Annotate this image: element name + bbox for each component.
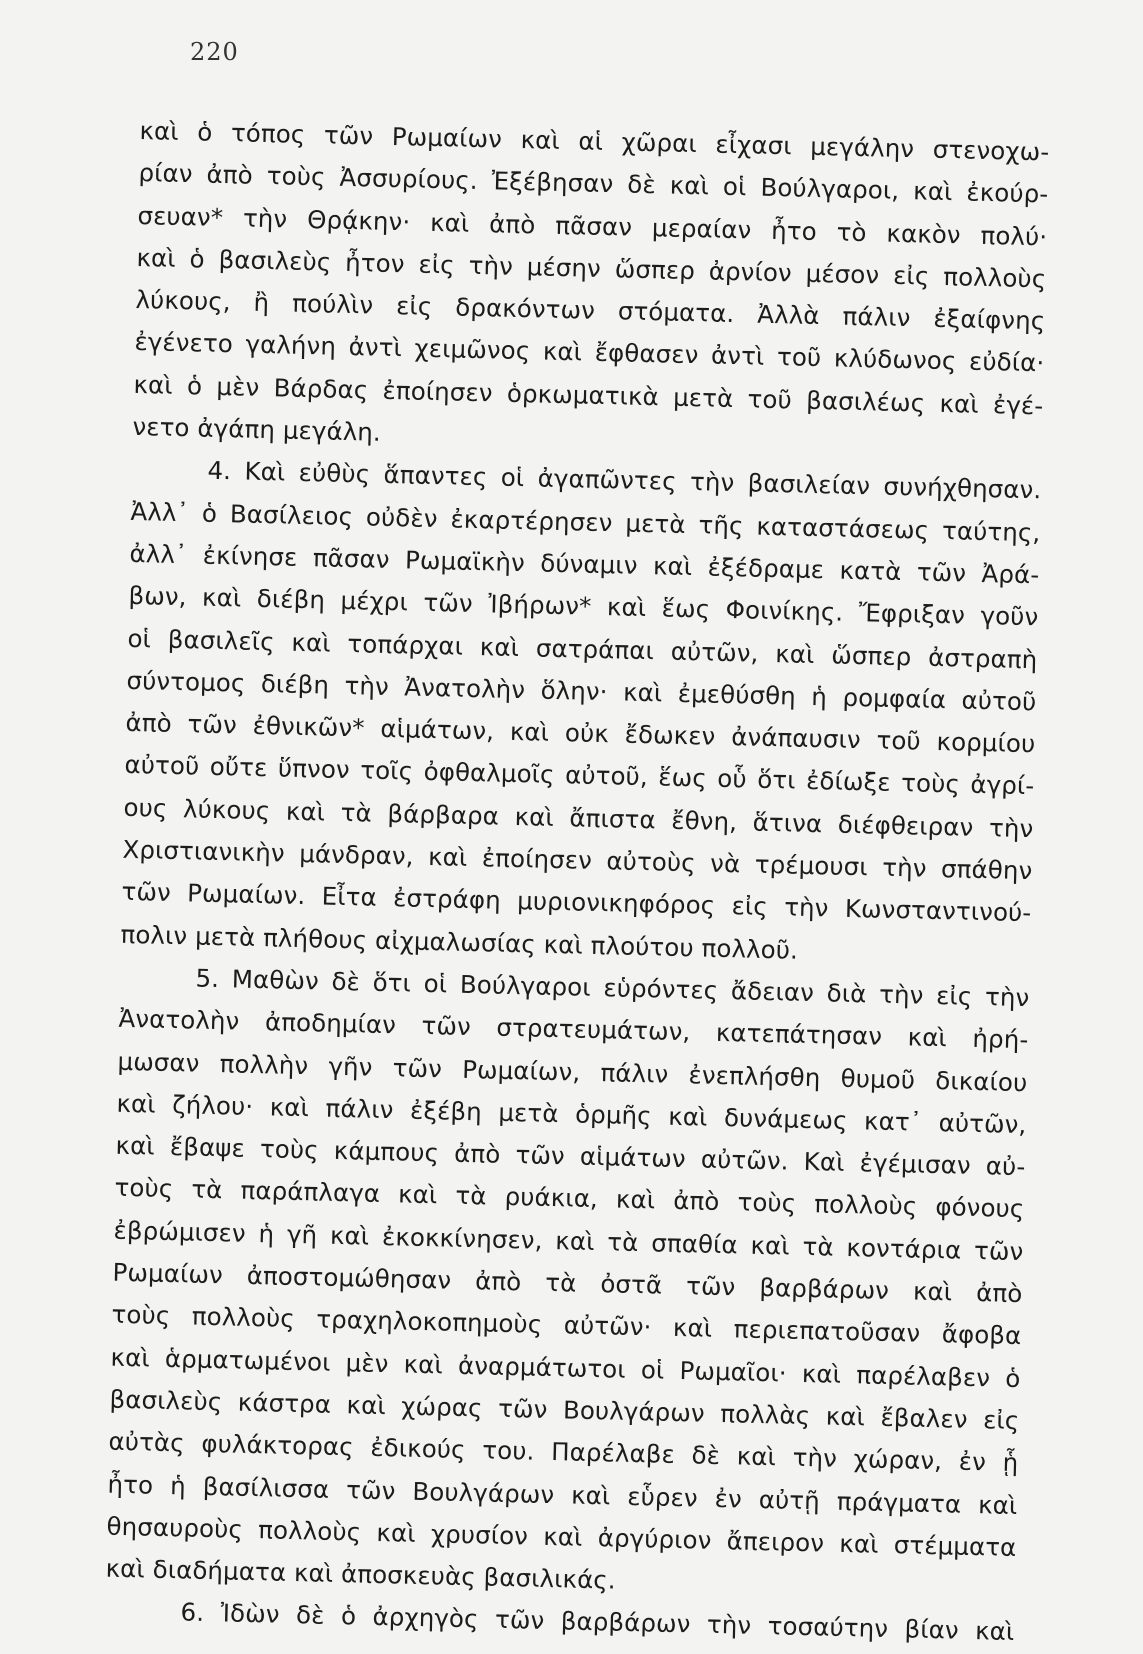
text-line: ἀλλ᾽ ἐκίνησε πᾶσαν Ρωμαϊκὴν δύναμιν καὶ ἐξέδραμε κατὰ τῶν Ἀρά-: [129, 538, 1040, 590]
text-line: ρίαν ἀπὸ τοὺς Ἀσσυρίους. Ἐξέβησαν δὲ καὶ οἱ Βούλγαροι, καὶ ἐκούρ-: [138, 158, 1049, 209]
text-line: αὐτοῦ οὔτε ὕπνον τοῖς ὀφθαλμοῖς αὐτοῦ, ἕως οὗ ὅτι ἐδίωξε τοὺς ἀγρί-: [124, 750, 1035, 801]
text-line: ἐγένετο γαλήνη ἀντὶ χειμῶνος καὶ ἔφθασεν ἀντὶ τοῦ κλύδωνος εὐδία·: [134, 327, 1045, 378]
text-line: 4. Καὶ εὐθὺς ἅπαντες οἱ ἀγαπῶντες τὴν βασιλείαν συνήχθησαν.: [207, 456, 1042, 505]
text-line: Ἀλλ᾽ ὁ Βασίλειος οὐδὲν ἐκαρτέρησεν μετὰ τῆς καταστάσεως ταύτης,: [130, 496, 1041, 547]
text-line: 6. Ἰδὼν δὲ ὁ ἀρχηγὸς τῶν βαρβάρων τὴν τοσαύτην βίαν καὶ: [180, 1597, 1015, 1647]
text-line: Ἀνατολὴν ἀποδημίαν τῶν στρατευμάτων, κατεπάτησαν καὶ ἠρή-: [118, 1003, 1029, 1055]
text-line: λύκους, ἢ πούλὶν εἰς δρακόντων στόματα. Ἀλλὰ πάλιν ἐξαίφνης: [135, 285, 1046, 336]
text-line: ἀπὸ τῶν ἐθνικῶν* αἱμάτων, καὶ οὐκ ἔδωκεν ἀνάπαυσιν τοῦ κορμίου: [125, 707, 1036, 759]
text-line: νετο ἀγάπη μεγάλη.: [132, 411, 382, 447]
text-line: Χριστιανικὴν μάνδραν, καὶ ἐποίησεν αὐτοὺς νὰ τρέμουσι τὴν σπάθην: [122, 834, 1033, 886]
text-line: τοὺς τὰ παράπλαγα καὶ τὰ ρυάκια, καὶ ἀπὸ τοὺς πολλοὺς φόνους: [114, 1173, 1025, 1224]
text-line: ους λύκους καὶ τὰ βάρβαρα καὶ ἄπιστα ἔθνη, ἅτινα διέφθειραν τὴν: [123, 792, 1034, 843]
text-line: πολιν μετὰ πλήθους αἰχμαλωσίας καὶ πλούτου πολλοῦ.: [120, 919, 799, 965]
text-line: καὶ ζήλου· καὶ πάλιν ἐξέβη μετὰ ὁρμῆς καὶ δυνάμεως κατ᾽ αὐτῶν,: [116, 1088, 1027, 1139]
text-line: μωσαν πολλὴν γῆν τῶν Ρωμαίων, πάλιν ἐνεπλήσθη θυμοῦ δικαίου: [117, 1046, 1028, 1097]
text-line: καὶ ὁ βασιλεὺς ἦτον εἰς τὴν μέσην ὥσπερ ἀρνίον μέσον εἰς πολλοὺς: [136, 242, 1047, 294]
text-line: βασιλεὺς κάστρα καὶ χώρας τῶν Βουλγάρων πολλὰς καὶ ἔβαλεν εἰς: [109, 1384, 1020, 1435]
text-line: σύντομος διέβη τὴν Ἀνατολὴν ὅλην· καὶ ἐμεθύσθη ἡ ρομφαία αὐτοῦ: [126, 665, 1037, 717]
text-line: θησαυροὺς πολλοὺς καὶ χρυσίον καὶ ἀργύριον ἄπειρον καὶ στέμματα: [106, 1511, 1017, 1562]
page-number: 220: [190, 38, 239, 66]
body-text: [104, 110, 1050, 1654]
text-line: καὶ ἁρματωμένοι μὲν καὶ ἀναρμάτωτοι οἱ Ρωμαῖοι· καὶ παρέλαβεν ὁ: [110, 1342, 1021, 1393]
text-line: τοὺς πολλοὺς τραχηλοκοπημοὺς αὐτῶν· καὶ περιεπατοῦσαν ἄφοβα: [111, 1299, 1022, 1351]
text-line: ἐβρώμισεν ἡ γῆ καὶ ἐκοκκίνησεν, καὶ τὰ σπαθία καὶ τὰ κοντάρια τῶν: [113, 1215, 1024, 1266]
text-line: τῶν Ρωμαίων. Εἶτα ἐστράφη μυριονικηφόρος εἰς τὴν Κωνσταντινού-: [121, 877, 1032, 928]
text-line: καὶ ἔβαψε τοὺς κάμπους ἀπὸ τῶν αἱμάτων αὐτῶν. Καὶ ἐγέμισαν αὐ-: [115, 1130, 1026, 1182]
text-line: βων, καὶ διέβη μέχρι τῶν Ἰβήρων* καὶ ἕως Φοινίκης. Ἔφριξαν γοῦν: [128, 581, 1039, 632]
text-line: καὶ ὁ μὲν Βάρδας ἐποίησεν ὁρκωματικὰ μετὰ τοῦ βασιλέως καὶ ἐγέ-: [133, 369, 1044, 421]
text-line: οἱ βασιλεῖς καὶ τοπάρχαι καὶ σατράπαι αὐτῶν, καὶ ὥσπερ ἀστραπὴ: [127, 623, 1038, 674]
text-line: καὶ διαδήματα καὶ ἀποσκευὰς βασιλικάς.: [105, 1553, 617, 1595]
text-line: αὐτὰς φυλάκτορας ἐδικούς του. Παρέλαβε δὲ καὶ τὴν χώραν, ἐν ᾗ: [108, 1426, 1019, 1478]
text-line: καὶ ὁ τόπος τῶν Ρωμαίων καὶ αἱ χῶραι εἶχασι μεγάλην στενοχω-: [139, 115, 1050, 167]
text-line: Ρωμαίων ἀποστομώθησαν ἀπὸ τὰ ὀστᾶ τῶν βαρβάρων καὶ ἀπὸ: [112, 1257, 1023, 1309]
text-line: 5. Μαθὼν δὲ ὅτι οἱ Βούλγαροι εὑρόντες ἄδειαν διὰ τὴν εἰς τὴν: [195, 963, 1030, 1013]
text-line: σευαν* τὴν Θρᾴκην· καὶ ἀπὸ πᾶσαν μεραίαν ἦτο τὸ κακὸν πολύ·: [137, 200, 1048, 251]
text-line: ἦτο ἡ βασίλισσα τῶν Βουλγάρων καὶ εὗρεν ἐν αὐτῇ πράγματα καὶ: [107, 1469, 1018, 1520]
